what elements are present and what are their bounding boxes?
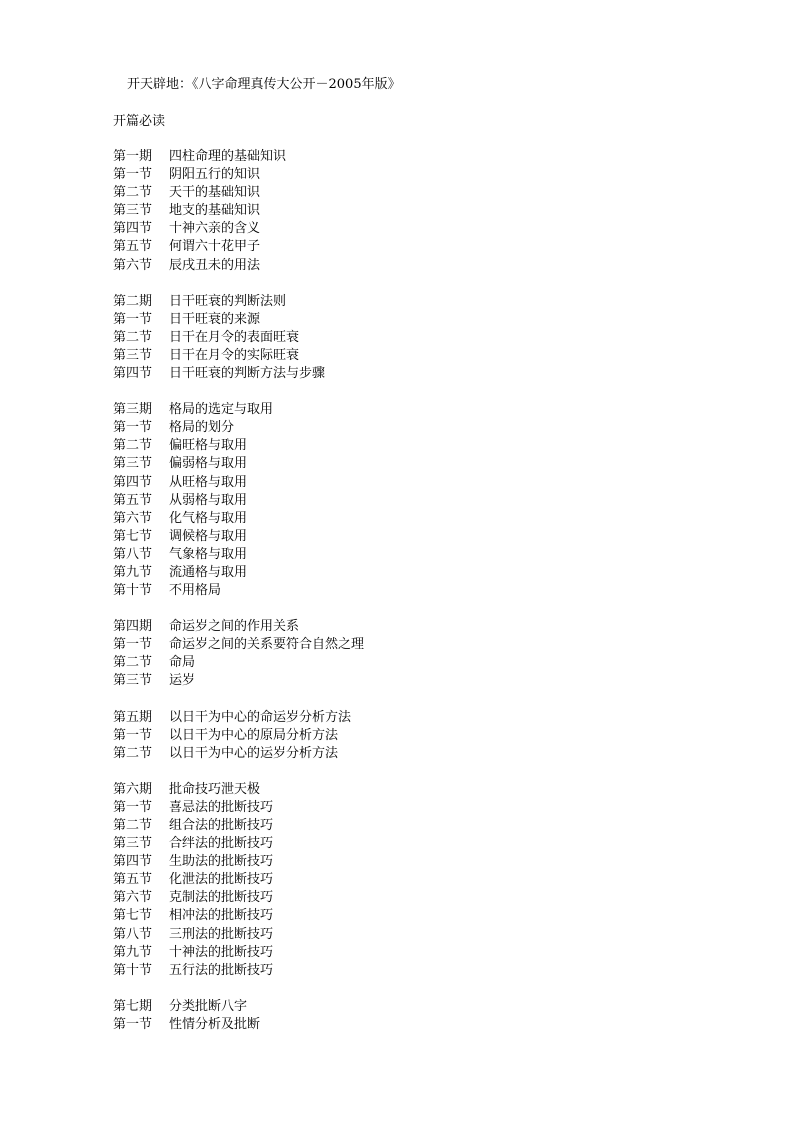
entry-title: 日干旺衰的来源 [169,311,261,327]
toc-section [113,709,713,763]
section-number: 第三期 [113,402,153,418]
entry-title: 阴阳五行的知识 [169,167,261,183]
entry-title: 化气格与取用 [169,510,248,526]
entry-number: 第六节 [113,257,153,273]
document-title: 开天辟地：《八字命理真传大公开－2005年版》 [127,77,401,92]
entry-number: 第五节 [113,492,153,508]
toc-entry [113,853,713,871]
section-title: 日干旺衰的判断法则 [169,293,287,309]
entry-title: 格局的划分 [169,420,235,436]
entry-number: 第一节 [113,727,153,743]
entry-number: 第九节 [113,944,153,960]
toc-entry [113,745,713,763]
entry-number: 第二节 [113,438,153,454]
toc-entry [113,799,713,817]
toc-entry [113,347,713,365]
toc-section [113,998,713,1034]
toc-entry [113,238,713,256]
section-number: 第二期 [113,293,153,309]
section-heading [113,293,713,311]
section-title: 格局的选定与取用 [169,402,274,418]
entry-title: 调候格与取用 [169,528,248,544]
entry-number: 第八节 [113,926,153,942]
entry-number: 第六节 [113,890,153,906]
toc-entry [113,455,713,473]
section-number: 第六期 [113,781,153,797]
entry-title: 从旺格与取用 [169,474,248,490]
entry-title: 喜忌法的批断技巧 [169,799,274,815]
entry-number: 第五节 [113,239,153,255]
entry-number: 第一节 [113,167,153,183]
entry-number: 第三节 [113,456,153,472]
entry-number: 第二节 [113,329,153,345]
section-title: 以日干为中心的命运岁分析方法 [169,709,352,725]
entry-title: 偏弱格与取用 [169,456,248,472]
entry-title: 十神法的批断技巧 [169,944,274,960]
section-number: 第七期 [113,998,153,1014]
entry-title: 日干在月令的实际旺衰 [169,347,300,363]
entry-title: 何谓六十花甲子 [169,239,261,255]
entry-title: 不用格局 [169,583,222,599]
entry-title: 合绊法的批断技巧 [169,836,274,852]
entry-number: 第二节 [113,185,153,201]
toc-entry [113,817,713,835]
toc-entry [113,871,713,889]
entry-number: 第三节 [113,673,153,689]
toc-entry [113,926,713,944]
toc-entry [113,202,713,220]
entry-title: 气象格与取用 [169,546,248,562]
entry-title: 组合法的批断技巧 [169,818,274,833]
entry-number: 第七节 [113,908,153,924]
toc-entry [113,835,713,853]
toc-entry [113,166,713,184]
entry-number: 第八节 [113,546,153,562]
toc-entry [113,944,713,962]
toc-entry [113,437,713,455]
toc-entry [113,582,713,600]
toc-entry [113,564,713,582]
toc-section [113,293,713,383]
entry-title: 化泄法的批断技巧 [169,872,274,888]
entry-number: 第二节 [113,745,153,761]
section-heading [113,998,713,1016]
entry-number: 第四节 [113,221,153,237]
entry-number: 第一节 [113,799,153,815]
toc-entry [113,329,713,347]
entry-title: 天干的基础知识 [169,185,261,201]
section-heading [113,148,713,166]
entry-title: 运岁 [169,673,196,689]
section-number: 第五期 [113,709,153,725]
entry-number: 第一节 [113,1016,153,1032]
intro-heading: 开篇必读 [113,114,166,129]
entry-title: 生助法的批断技巧 [169,854,274,870]
toc-entry [113,727,713,745]
entry-number: 第九节 [113,564,153,580]
entry-title: 性情分析及批断 [169,1016,261,1032]
toc-entry [113,474,713,492]
toc-entry [113,636,713,654]
entry-title: 偏旺格与取用 [169,438,248,454]
section-heading [113,401,713,419]
toc-entry [113,907,713,925]
toc-entry [113,365,713,383]
toc-entry [113,220,713,238]
entry-number: 第一节 [113,637,153,653]
entry-title: 日干在月令的表面旺衰 [169,329,300,345]
entry-title: 辰戌丑未的用法 [169,257,261,273]
toc-section [113,781,713,980]
entry-number: 第五节 [113,872,153,888]
toc-entry [113,257,713,275]
section-number: 第一期 [113,149,153,164]
entry-number: 第四节 [113,366,153,382]
entry-number: 第一节 [113,420,153,436]
entry-title: 地支的基础知识 [169,203,261,219]
section-heading [113,709,713,727]
toc-entry [113,528,713,546]
entry-number: 第四节 [113,474,153,490]
toc-entry [113,546,713,564]
entry-title: 克制法的批断技巧 [169,890,274,906]
entry-title: 十神六亲的含义 [169,221,261,237]
entry-title: 五行法的批断技巧 [169,962,274,978]
section-title: 分类批断八字 [169,998,248,1014]
toc-entry [113,672,713,690]
entry-title: 以日干为中心的运岁分析方法 [169,745,339,761]
toc-section [113,401,713,600]
toc-entry [113,419,713,437]
entry-number: 第六节 [113,510,153,526]
section-title: 四柱命理的基础知识 [169,149,287,164]
section-title: 批命技巧泄天极 [169,781,261,797]
entry-title: 命运岁之间的关系要符合自然之理 [169,637,365,653]
entry-title: 日干旺衰的判断方法与步骤 [169,366,326,382]
entry-number: 第三节 [113,836,153,852]
entry-number: 第十节 [113,583,153,599]
toc-entry [113,184,713,202]
section-heading [113,618,713,636]
entry-title: 命局 [169,655,196,671]
toc-entry [113,311,713,329]
entry-number: 第三节 [113,347,153,363]
toc-entry [113,889,713,907]
entry-number: 第一节 [113,311,153,327]
toc-section [113,148,713,275]
toc-entry [113,962,713,980]
entry-title: 从弱格与取用 [169,492,248,508]
toc-entry [113,492,713,510]
entry-title: 流通格与取用 [169,564,248,580]
toc-entry [113,1016,713,1034]
section-heading [113,781,713,799]
section-number: 第四期 [113,619,153,635]
entry-number: 第七节 [113,528,153,544]
entry-title: 相冲法的批断技巧 [169,908,274,924]
entry-number: 第十节 [113,962,153,978]
entry-number: 第三节 [113,203,153,219]
section-title: 命运岁之间的作用关系 [169,619,300,635]
table-of-contents [113,148,713,1052]
toc-section [113,618,713,690]
entry-title: 以日干为中心的原局分析方法 [169,727,339,743]
toc-entry [113,510,713,528]
entry-number: 第四节 [113,854,153,870]
entry-number: 第二节 [113,818,153,833]
entry-title: 三刑法的批断技巧 [169,926,274,942]
toc-entry [113,654,713,672]
entry-number: 第二节 [113,655,153,671]
